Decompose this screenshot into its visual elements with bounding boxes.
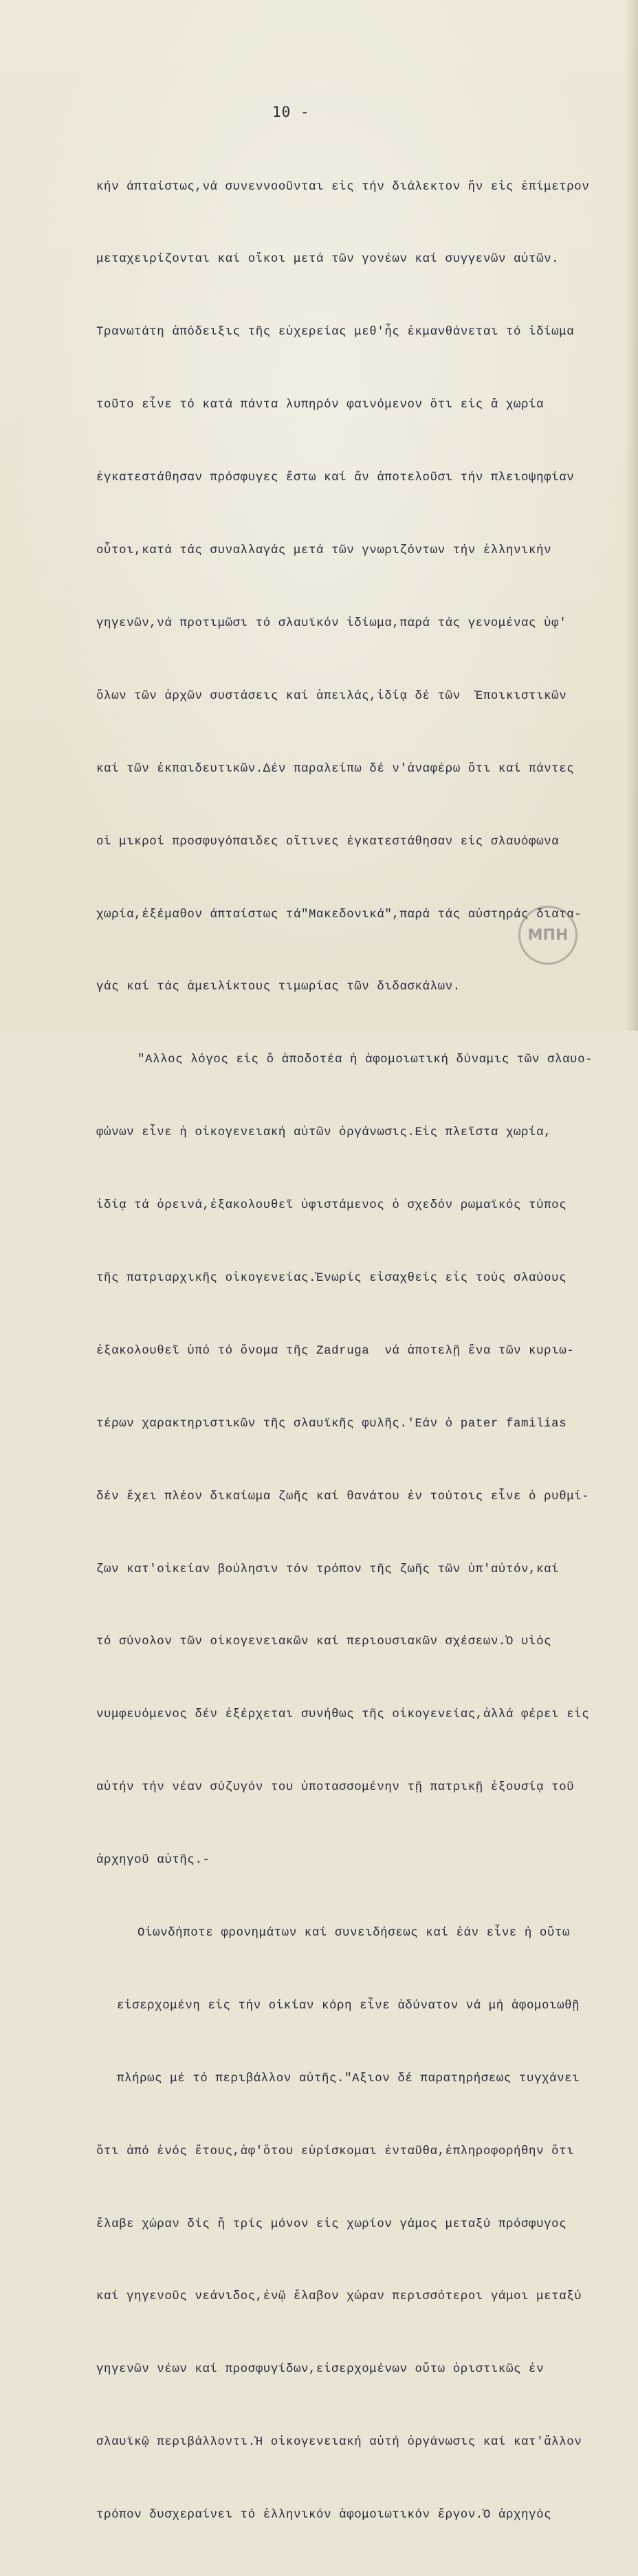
text-line: ἀρχηγοῦ αὐτῆς.- (96, 1854, 210, 1868)
text-line: ὅτι ἀπό ἑνός ἔτους,ἀφ'ὅτου εὑρίσκομαι ἐνταῦθα,ἐπληροφορήθην ὅτι (96, 2144, 575, 2158)
archive-stamp-label: ΜΠΗ (527, 926, 569, 944)
text-line: ἐγκατεστάθησαν πρόσφυγες ἔστω καί ἄν ἀποτελοῦσι τήν πλειοψηφίαν (96, 471, 575, 485)
text-line: ἔλαβε χώραν δίς ἤ τρίς μόνον εἰς χωρίον γάμος μεταξύ πρόσφυγος (96, 2217, 567, 2231)
text-line: καί τῶν ἐκπαιδευτικῶν.Δέν παραλείπω δέ ν'ἀναφέρω ὅτι καί πάντες (96, 762, 575, 776)
text-line: εἰσερχομένη εἰς τήν οἰκίαν κόρη εἶνε ἀδύνατον νά μή ἀφομοιωθῇ (117, 1999, 580, 2013)
text-line: τῆς πατριαρχικῆς οἰκογενείας.Ἐνωρίς εἰσαχθείς εἰς τούς σλαύους (96, 1271, 567, 1285)
text-line: γηγενῶν νέων καί προσφυγίδων,εἰσερχομένων οὕτω ὁριστικῶς ἐν (96, 2363, 544, 2377)
text-line: ὅλων τῶν ἀρχῶν συστάσεις καί ἀπειλάς,ἰδίᾳ δέ τῶν Ἐποικιστικῶν (96, 689, 567, 703)
page-number: 10 - (272, 104, 310, 120)
text-line: τό σύνολον τῶν οἰκογενειακῶν καί περιουσιακῶν σχέσεων.Ὁ υἱός (96, 1635, 552, 1649)
text-line: οὗτοι,κατά τάς συναλλαγάς μετά τῶν γνωριζόντων τήν ἑλληνικήν (96, 544, 552, 558)
text-line: δέν ἔχει πλέον δικαίωμα ζωῆς καί θανάτου ἐν τούτοις εἶνε ὁ ρυθμί- (96, 1490, 590, 1503)
text-line: κήν άπταίστως,νά συνεννοοῦνται εἰς τήν διάλεκτον ἥν εἰς ἐπίμετρον (96, 180, 590, 194)
text-line: φώνων εἶνε ἡ οἰκογενειακή αὐτῶν ὀργάνωσις.Εἰς πλεῖστα χωρία, (96, 1126, 552, 1140)
text-line: οἱ μικροί προσφυγόπαιδες οἵτινες ἐγκατεστάθησαν εἰς σλαυόφωνα (96, 835, 560, 849)
archive-stamp-icon (518, 906, 578, 965)
text-line: νυμφευόμενος δέν ἐξέρχεται συνήθως τῆς οἰκογενείας,ἀλλά φέρει εἰς (96, 1708, 590, 1722)
text-line: καί γηγενοῦς νεάνιδος,ἐνῷ ἔλαβον χώραν περισσότεροι γάμοι μεταξύ (96, 2290, 582, 2304)
body-text (96, 126, 619, 2576)
text-line: "Αλλος λόγος εἰς ὅ ἀποδοτέα ἡ ἀφομοιωτική δύναμις τῶν σλαυο- (138, 1053, 593, 1067)
text-line: τοῦτο εἶνε τό κατά πάντα λυπηρόν φαινόμενον ὅτι εἰς ἅ χωρία (96, 399, 544, 412)
page-edge-shadow (626, 0, 638, 1031)
text-line: Τρανωτάτη ἀπόδειξις τῆς εὐχερείας μεθ'ἧς ἐκμανθάνεται τό ἰδίωμα (96, 326, 575, 339)
text-line: ἰδίᾳ τά ὀρεινά,ἐξακολουθεῖ ὑφιστάμενος ὁ σχεδόν ρωμαϊκός τύπος (96, 1199, 567, 1213)
text-line: σλαυϊκῷ περιβάλλοντι.Ἡ οἰκογενειακή αὐτή ὀργάνωσις καί κατ'ἄλλον (96, 2436, 582, 2450)
text-line: ζων κατ'οἰκείαν βούλησιν τόν τρόπον τῆς ζωῆς τῶν ὑπ'αὐτόν,καί (96, 1563, 560, 1576)
text-line: τέρων χαρακτηριστικῶν τῆς σλαυϊκῆς φυλῆς.'Εάν ὁ pater familias (96, 1417, 567, 1431)
text-line: Οἱωνδήποτε φρονημάτων καί συνειδήσεως καί ἐάν εἶνε ἡ οὕτω (138, 1926, 571, 1940)
text-line: μεταχειρίζονται καί οἴκοι μετά τῶν γονέων καί συγγενῶν αὐτῶν. (96, 253, 560, 267)
text-line: γηγενῶν,νά προτιμῶσι τό σλαυϊκόν ἰδίωμα,παρά τάς γενομένας ὑφ' (96, 616, 567, 630)
text-line: αὐτήν τήν νέαν σύζυγόν του ὑποτασσομένην τῇ πατρικῇ ἐξουσίᾳ τοῦ (96, 1781, 575, 1795)
text-line: ἐξακολουθεῖ ὑπό τό ὄνομα τῆς Zadruga νά ἀποτελῇ ἕνα τῶν κυριω- (96, 1344, 575, 1358)
text-line: τρόπον δυσχεραίνει τό ἑλληνικόν ἀφομοιωτικόν ἔργον.Ὁ ἀρχηγός (96, 2509, 552, 2522)
text-line: γάς καί τάς ἀμειλίκτους τιμωρίας τῶν διδασκάλων. (96, 981, 461, 994)
text-line: πλήρως μέ τό περιβάλλον αὐτῆς."Αξιον δέ παρατηρήσεως τυγχάνει (117, 2072, 580, 2085)
text-line: χωρία,ἐξέμαθον άπταίστως τά"Μακεδονικά",παρά τάς αὐστηράς διατα- (96, 908, 582, 921)
